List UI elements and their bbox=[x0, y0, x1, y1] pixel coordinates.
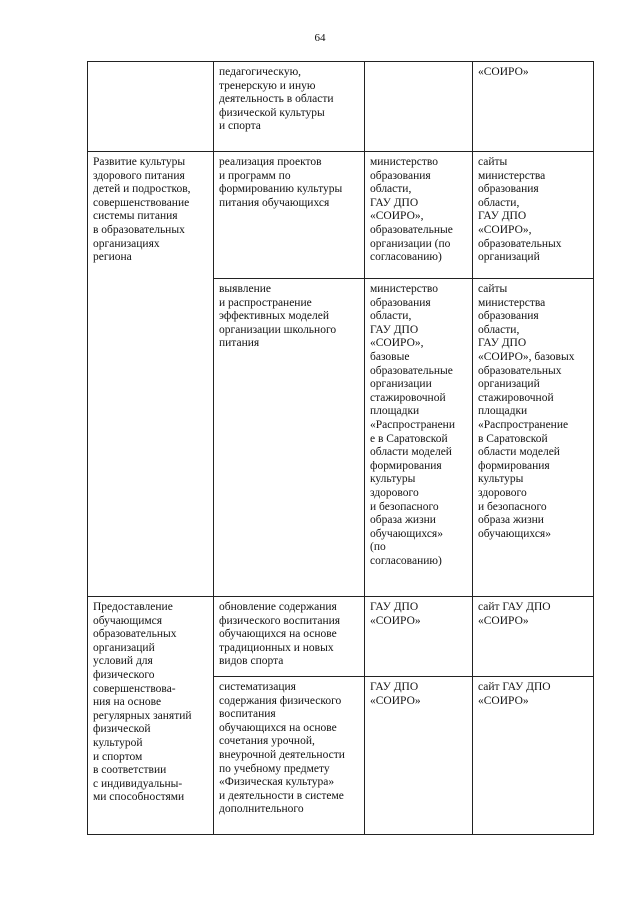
direction-cell bbox=[88, 62, 214, 152]
direction-cell: Развитие культуры здорового питания детей и подростков, совершенствование системы питания в образовательных организациях региона bbox=[88, 152, 214, 597]
info-cell: сайт ГАУ ДПО «СОИРО» bbox=[473, 597, 594, 677]
executors-cell: ГАУ ДПО «СОИРО» bbox=[365, 597, 473, 677]
activity-cell: реализация проектов и программ по формированию культуры питания обучающихся bbox=[214, 152, 365, 279]
page-number: 64 bbox=[314, 32, 326, 44]
executors-cell: министерство образования области, ГАУ ДПО «СОИРО», образовательные организации (по согласованию) bbox=[365, 152, 473, 279]
table-row bbox=[88, 597, 594, 677]
executors-cell: министерство образования области, ГАУ ДПО «СОИРО», базовые образовательные организации стажировочной площадки «Распространени е в Саратовской области моделей формирования культуры здорового и безопасного образа жизни обучающихся» (по согласованию) bbox=[365, 279, 473, 597]
info-cell: сайт ГАУ ДПО «СОИРО» bbox=[473, 677, 594, 835]
activity-cell: обновление содержания физического воспитания обучающихся на основе традиционных и новых видов спорта bbox=[214, 597, 365, 677]
plan-table bbox=[87, 61, 594, 835]
info-cell: сайты министерства образования области, ГАУ ДПО «СОИРО», образовательных организаций bbox=[473, 152, 594, 279]
executors-cell: ГАУ ДПО «СОИРО» bbox=[365, 677, 473, 835]
activity-cell: выявление и распространение эффективных моделей организации школьного питания bbox=[214, 279, 365, 597]
table-row bbox=[88, 62, 594, 152]
activity-cell: систематизация содержания физического воспитания обучающихся на основе сочетания урочной, внеурочной деятельности по учебному предмету «Физическая культура» и деятельности в системе дополнительного bbox=[214, 677, 365, 835]
direction-cell: Предоставление обучающимся образовательных организаций условий для физического совершенствова- ния на основе регулярных занятий физической культурой и спортом в соответствии с индивидуальны- ми способностями bbox=[88, 597, 214, 835]
info-cell: сайты министерства образования области, ГАУ ДПО «СОИРО», базовых образовательных организаций стажировочной площадки «Распространение в Саратовской области моделей формирования культуры здорового и безопасного образа жизни обучающихся» bbox=[473, 279, 594, 597]
executors-cell bbox=[365, 62, 473, 152]
info-cell: «СОИРО» bbox=[473, 62, 594, 152]
activity-cell: педагогическую, тренерскую и иную деятельность в области физической культуры и спорта bbox=[214, 62, 365, 152]
table-row bbox=[88, 152, 594, 279]
